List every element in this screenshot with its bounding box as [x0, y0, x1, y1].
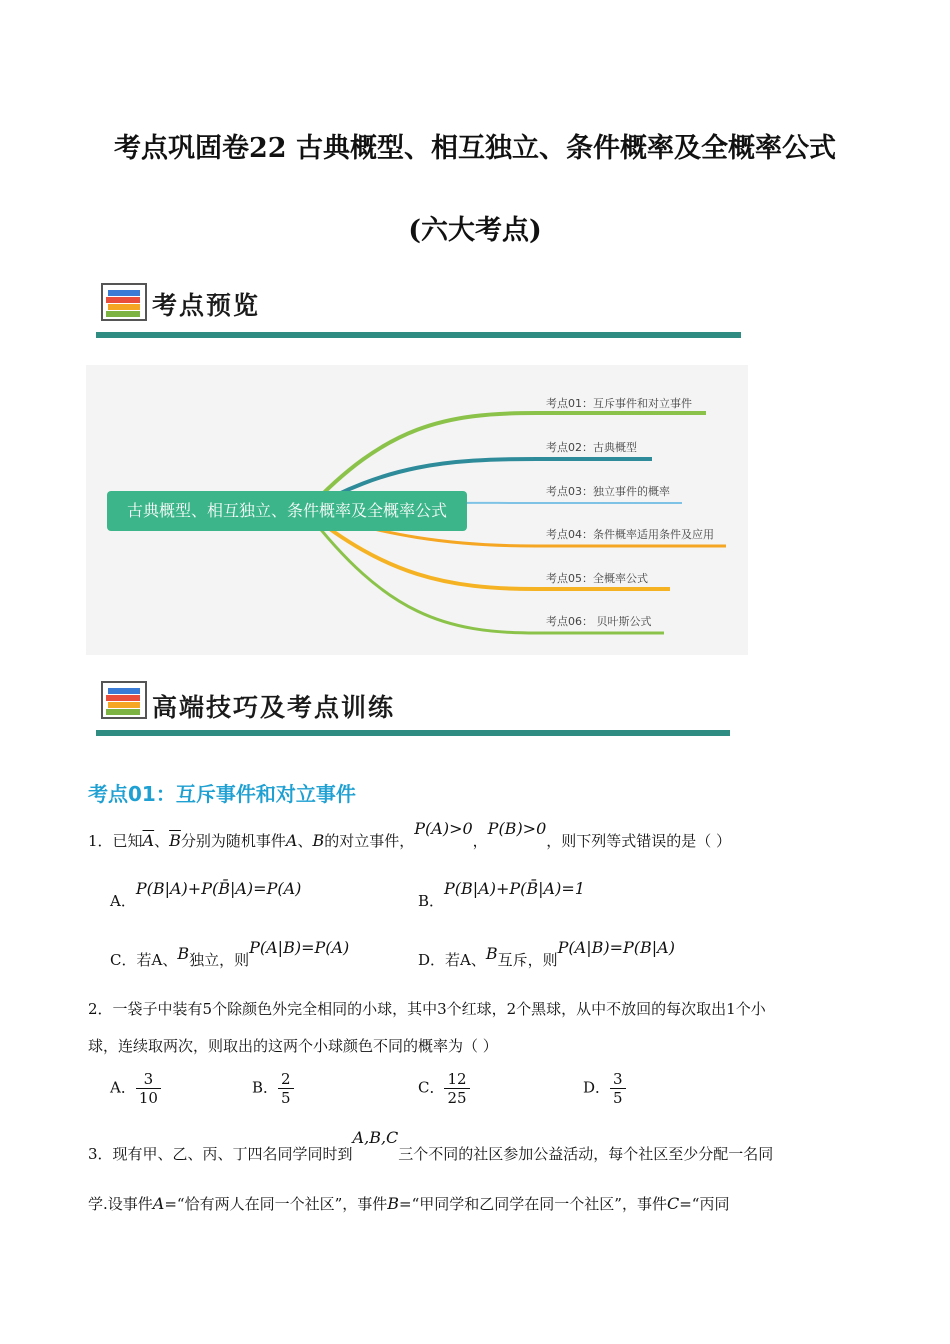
section-title-training: 高端技巧及考点训练 — [152, 693, 396, 722]
q1-option-c-text: A、 — [151, 951, 178, 969]
q2-option-b-fraction: $\frac{2}{5}$ — [278, 1070, 294, 1107]
section-divider — [96, 730, 730, 736]
q3-line1 — [88, 1128, 774, 1165]
q2-option-b-label: B． — [252, 1078, 279, 1097]
q1-text3: ，则下列等式错误的是（ ） — [546, 832, 732, 850]
q1-option-d-b: B — [485, 944, 498, 963]
mindmap-center-node: 古典概型、相互独立、条件概率及全概率公式 — [107, 491, 467, 531]
section-header-preview — [96, 282, 741, 342]
q1-b: B — [312, 831, 325, 850]
q1-option-d-math: P(A|B)=P(B|A) — [557, 938, 675, 957]
q1-number: 1．已知 — [88, 832, 143, 850]
books-icon — [100, 282, 148, 322]
q1-comma: ， — [472, 832, 488, 850]
q3-abc: A,B,C — [352, 1128, 399, 1147]
kp01-title: 考点01：互斥事件和对立事件 — [88, 782, 356, 806]
q1-option-c-b: B — [177, 944, 190, 963]
q1-option-a[interactable] — [110, 878, 302, 910]
section-header-training — [96, 680, 741, 740]
q2-option-a-fraction: $\frac{3}{10}$ — [136, 1070, 161, 1107]
q1-cond1: P(A)>0 — [414, 819, 473, 838]
q2-option-d[interactable] — [583, 1070, 626, 1107]
q1-b-bar: $\overline{B}$ — [169, 831, 181, 850]
q1-text2: 的对立事件， — [324, 832, 415, 850]
q2-option-b[interactable] — [252, 1070, 294, 1107]
q1-option-b[interactable] — [418, 878, 585, 910]
q1-option-c-label: C．若 — [110, 951, 152, 969]
section-title-preview: 考点预览 — [152, 291, 261, 320]
q1-option-d-label: D．若 — [418, 951, 461, 969]
q1-option-a-math: P(B|A)+P(B̄|A)=P(A) — [135, 879, 302, 898]
mindmap-branch-1: 考点01：互斥事件和对立事件 — [546, 397, 692, 410]
q1-text1: 分别为随机事件 — [180, 832, 286, 850]
mindmap-branch-5: 考点05：全概率公式 — [546, 572, 648, 585]
q2-option-d-label: D． — [583, 1078, 611, 1097]
q1-a-bar: $\overline{A}$ — [142, 831, 155, 850]
page-title: 考点巩固卷22 古典概型、相互独立、条件概率及全概率公式 — [114, 133, 836, 164]
mindmap-branch-3: 考点03：独立事件的概率 — [546, 485, 670, 498]
q1-option-a-label: A． — [110, 892, 136, 910]
mindmap-branch-6: 考点06： 贝叶斯公式 — [546, 615, 652, 628]
q2-option-a[interactable] — [110, 1070, 161, 1107]
q2-option-c[interactable] — [418, 1070, 470, 1107]
mindmap-branch-4: 考点04：条件概率适用条件及应用 — [546, 528, 714, 541]
q1-sep2: 、 — [297, 832, 313, 850]
books-icon — [100, 680, 148, 720]
q1-option-b-label: B． — [418, 892, 445, 910]
q2-option-c-label: C． — [418, 1078, 445, 1097]
q1-option-d-text2: 互斥，则 — [497, 951, 558, 969]
q1-option-c-text2: 独立，则 — [189, 951, 250, 969]
q1-option-c[interactable] — [110, 937, 350, 969]
q1-option-d[interactable] — [418, 937, 675, 969]
section-divider — [96, 332, 741, 338]
q2-line2: 球，连续取两次，则取出的这两个小球颜色不同的概率为（ ） — [88, 1037, 498, 1055]
q1-option-b-math: P(B|A)+P(B̄|A)=1 — [444, 879, 585, 898]
q1-option-d-text: A、 — [460, 951, 486, 969]
q1-a: A — [285, 831, 298, 850]
q1-stem — [88, 819, 732, 852]
q1-sep1: 、 — [154, 832, 170, 850]
mindmap — [86, 365, 748, 655]
q3-suffix: 三个不同的社区参加公益活动，每个社区至少分配一名同 — [398, 1145, 774, 1163]
page-subtitle: (六大考点) — [408, 215, 542, 246]
q2-option-c-fraction: $\frac{12}{25}$ — [444, 1070, 469, 1107]
q3-prefix: 3．现有甲、乙、丙、丁四名同学同时到 — [88, 1145, 353, 1163]
q2-option-d-fraction: $\frac{3}{5}$ — [610, 1070, 626, 1107]
q1-option-c-math: P(A|B)=P(A) — [249, 938, 350, 957]
q2-line1: 2．一袋子中装有5个除颜色外完全相同的小球，其中3个红球，2个黑球，从中不放回的每次取出1个小 — [88, 1000, 766, 1018]
q3-line2: 学.设事件A=“恰有两人在同一个社区”，事件B=“甲同学和乙同学在同一个社区”，事件C=“丙同 — [88, 1194, 730, 1213]
q2-option-a-label: A． — [110, 1078, 136, 1097]
q1-cond2: P(B)>0 — [487, 819, 547, 838]
mindmap-branch-2: 考点02：古典概型 — [546, 441, 637, 454]
